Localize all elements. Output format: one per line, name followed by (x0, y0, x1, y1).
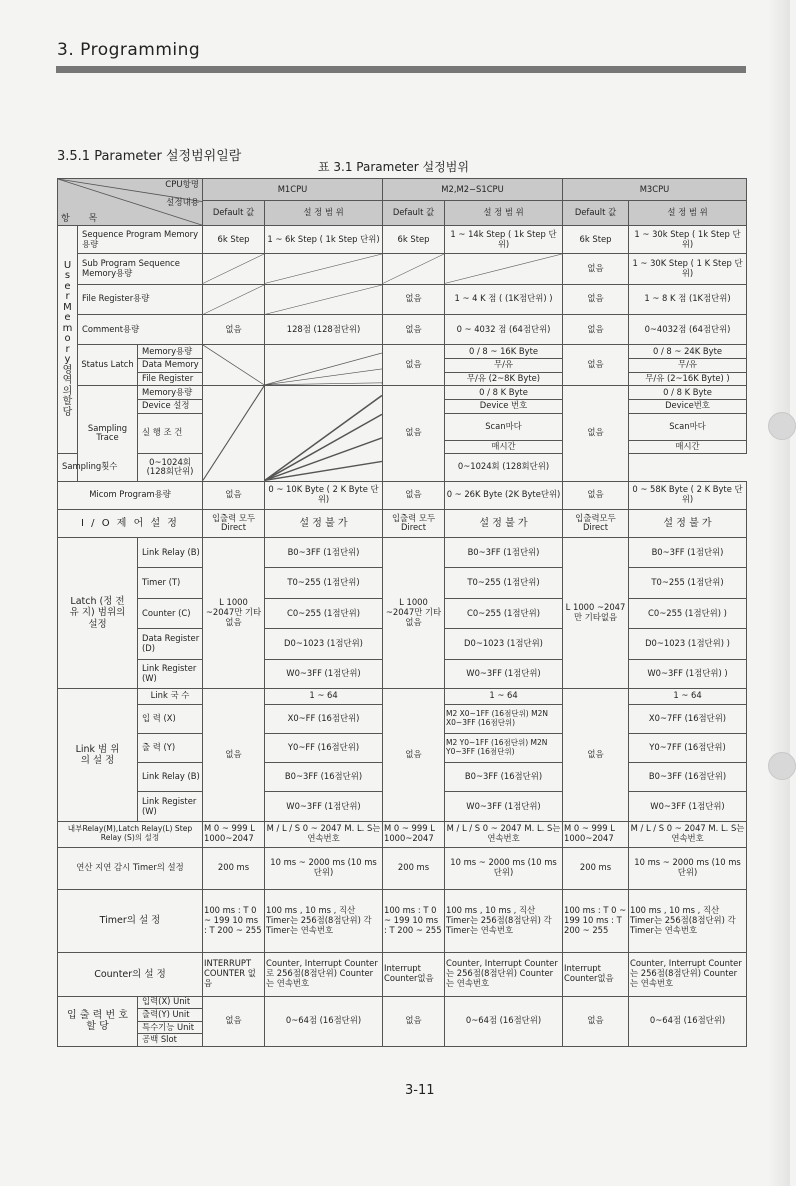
row-label: 특수기능 Unit (138, 1021, 203, 1034)
na-cell (203, 345, 265, 386)
cell: B0~3FF (1점단위) (445, 538, 563, 568)
na-cell (203, 284, 265, 314)
cell: 128점 (128점단위) (265, 315, 383, 345)
page-number: 3-11 (405, 1083, 435, 1098)
cell: 없음 (563, 254, 629, 284)
cell: 1 ~ 6k Step ( 1k Step 단위) (265, 226, 383, 254)
cell: 없음 (563, 996, 629, 1046)
cell: M2 X0~1FF (16점단위) M2N X0~3FF (16점단위) (445, 704, 563, 733)
chapter-title: 3. Programming (57, 40, 201, 60)
cell: 0~64점 (16점단위) (265, 996, 383, 1046)
cell: C0~255 (1점단위) (265, 598, 383, 628)
corner-cpu-label: CPU항명 (165, 180, 199, 190)
cell: L 1000 ~2047만 기타없음 (383, 538, 445, 689)
cell: 설 정 불 가 (629, 509, 747, 537)
cell: Device 번호 (445, 399, 563, 413)
row-label: 출 력 (Y) (138, 733, 203, 762)
cell: 없음 (383, 386, 445, 481)
cell: Interrupt Counter없음 (563, 952, 629, 996)
cell: 100 ms : T 0 ~ 199 10 ms : T 200 ~ 255 (563, 889, 629, 952)
cell: 200 ms (383, 847, 445, 889)
row-group-label: 입 출 력 번 호 할 당 (58, 996, 138, 1046)
cell: Counter, Interrupt Counter는 256점(8점단위) Counter는 연속번호 (629, 952, 747, 996)
cell: 1 ~ 64 (445, 688, 563, 704)
cell: L 1000 ~2047만 기타없음 (563, 538, 629, 689)
corner-setting-label: 설정내용 (166, 198, 199, 208)
cell: 100 ms : T 0 ~ 199 10 ms : T 200 ~ 255 (203, 889, 265, 952)
cell: 무/유 (629, 359, 747, 373)
cell: 0 ~ 26K Byte (2K Byte단위) (445, 481, 563, 509)
cell: 1 ~ 30K Step ( 1 K Step 단위) (629, 254, 747, 284)
cell: B0~3FF (16점단위) (629, 763, 747, 792)
cell: 없음 (563, 345, 629, 386)
cell: 1 ~ 64 (265, 688, 383, 704)
cell: 0~64점 (16점단위) (629, 996, 747, 1046)
cell: W0~3FF (1점단위) ) (629, 659, 747, 688)
cell: C0~255 (1점단위) (445, 598, 563, 628)
cell: 0~64점 (16점단위) (445, 996, 563, 1046)
row-label: Memory용량 (138, 386, 203, 400)
row-group-label: Status Latch (78, 345, 138, 386)
cell: W0~3FF (1점단위) (265, 659, 383, 688)
row-label: 입력(X) Unit (138, 996, 203, 1009)
cell: 설 정 불 가 (445, 509, 563, 537)
cell: M 0 ~ 999 L 1000~2047 (563, 821, 629, 847)
cell: Device번호 (629, 399, 747, 413)
cell: 0 ~ 10K Byte ( 2 K Byte 단위) (265, 481, 383, 509)
cell: 100 ms , 10 ms , 직산 Timer는 256점(8점단위) 각 Timer는 연속번호 (265, 889, 383, 952)
cell: D0~1023 (1점단위) (265, 629, 383, 659)
row-group-label: Latch (정 전 유 지) 범위의 설정 (58, 538, 138, 689)
default-header: Default 값 (563, 200, 629, 225)
cell: 0 ~ 4032 점 (64점단위) (445, 315, 563, 345)
cell: 200 ms (203, 847, 265, 889)
cell: Counter, Interrupt Counter는 256점(8점단위) Counter는 연속번호 (445, 952, 563, 996)
cell: 없음 (383, 481, 445, 509)
na-cell (265, 345, 383, 386)
cell: 없음 (203, 996, 265, 1046)
na-cell (265, 284, 383, 314)
table-caption: 표 3.1 Parameter 설정범위 (318, 160, 469, 174)
cell: 설 정 불 가 (265, 509, 383, 537)
cell: T0~255 (1점단위) (265, 568, 383, 598)
cell: 1 ~ 8 K 점 (1K점단위) (629, 284, 747, 314)
cell: 없음 (383, 284, 445, 314)
cell: 무/유 (445, 359, 563, 373)
cell: 없음 (203, 481, 265, 509)
user-memory-label: User Memory 영역의 할당 (58, 226, 78, 454)
cell: 0~1024회 (128회단위) (445, 454, 563, 481)
cell: X0~7FF (16점단위) (629, 704, 747, 733)
default-header: Default 값 (383, 200, 445, 225)
cell: W0~3FF (1점단위) (445, 659, 563, 688)
row-label: 출력(Y) Unit (138, 1009, 203, 1022)
binder-hole (768, 412, 796, 440)
cell: 매시간 (629, 440, 747, 454)
cell: 입출력모두 Direct (563, 509, 629, 537)
cell: M 0 ~ 999 L 1000~2047 (203, 821, 265, 847)
cell: B0~3FF (1점단위) (265, 538, 383, 568)
cell: 10 ms ~ 2000 ms (10 ms 단위) (265, 847, 383, 889)
na-cell (265, 386, 383, 481)
cell: 없음 (203, 315, 265, 345)
cell: 0 / 8 K Byte (445, 386, 563, 400)
cell: 100 ms , 10 ms , 직산 Timer는 256점(8점단위) 각 Timer는 연속번호 (629, 889, 747, 952)
cell: T0~255 (1점단위) (629, 568, 747, 598)
row-label: Data Memory (138, 359, 203, 373)
cell: 없음 (383, 345, 445, 386)
cell: 1 ~ 30k Step ( 1k Step 단위) (629, 226, 747, 254)
cpu-header-m3: M3CPU (563, 179, 747, 201)
row-label: 공백 Slot (138, 1034, 203, 1047)
cpu-header-m1: M1CPU (203, 179, 383, 201)
cell: M2 Y0~1FF (16점단위) M2N Y0~3FF (16점단위) (445, 733, 563, 762)
row-label: File Register (138, 372, 203, 386)
na-cell (445, 254, 563, 284)
cell: 1 ~ 64 (629, 688, 747, 704)
cell: 100 ms : T 0 ~ 199 10 ms : T 200 ~ 255 (383, 889, 445, 952)
cell: 0 / 8 K Byte (629, 386, 747, 400)
cell: Y0~FF (16점단위) (265, 733, 383, 762)
cell: 0~1024회 (128회단위) (138, 454, 203, 481)
range-header: 설 정 범 위 (445, 200, 563, 225)
cell: W0~3FF (1점단위) (445, 792, 563, 821)
row-label: 연산 지연 감시 Timer의 설정 (58, 847, 203, 889)
cell: 무/유 (2~16K Byte) ) (629, 372, 747, 386)
row-label: Sequence Program Memory용량 (78, 226, 203, 254)
row-label: Data Register (D) (138, 629, 203, 659)
corner-item-label: 항 목 (61, 213, 106, 224)
cell: 입출력 모두 Direct (203, 509, 265, 537)
corner-cell (58, 179, 203, 226)
default-header: Default 값 (203, 200, 265, 225)
cell: 없음 (383, 315, 445, 345)
cell: 무/유 (2~8K Byte) (445, 372, 563, 386)
cell: 없음 (563, 284, 629, 314)
row-label: 실 행 조 건 (138, 413, 203, 454)
cell: 100 ms , 10 ms , 직산 Timer는 256점(8점단위) 각 Timer는 연속번호 (445, 889, 563, 952)
cell: 없음 (563, 386, 629, 481)
cell: 0~4032점 (64점단위) (629, 315, 747, 345)
na-cell (383, 254, 445, 284)
row-label: Link Relay (B) (138, 538, 203, 568)
cell: 1 ~ 4 K 점 ( (1K점단위) ) (445, 284, 563, 314)
range-header: 설 정 범 위 (265, 200, 383, 225)
cell: 6k Step (383, 226, 445, 254)
cell: 없음 (203, 688, 265, 821)
cell: 없음 (383, 996, 445, 1046)
cell: 200 ms (563, 847, 629, 889)
section-title: 3.5.1 Parameter 설정범위일람 (57, 149, 242, 164)
chapter-rule (56, 66, 746, 73)
cell: W0~3FF (1점단위) (265, 792, 383, 821)
row-label: Link Register (W) (138, 792, 203, 821)
cell: M 0 ~ 999 L 1000~2047 (383, 821, 445, 847)
cell: B0~3FF (1점단위) (629, 538, 747, 568)
row-label: Link Register (W) (138, 659, 203, 688)
na-cell (203, 254, 265, 284)
cell: 6k Step (203, 226, 265, 254)
cell: B0~3FF (16점단위) (445, 763, 563, 792)
cell: 없음 (383, 688, 445, 821)
cell: L 1000 ~2047만 기타없음 (203, 538, 265, 689)
cell: B0~3FF (16점단위) (265, 763, 383, 792)
cell: Interrupt Counter없음 (383, 952, 445, 996)
row-label: 내부Relay(M),Latch Relay(L) Step Relay (S)의 설정 (58, 821, 203, 847)
page-edge-shadow (768, 0, 790, 1186)
cell: W0~3FF (1점단위) (629, 792, 747, 821)
cell: Counter, Interrupt Counter로 256점(8점단위) Counter는 연속번호 (265, 952, 383, 996)
row-label: Link 국 수 (138, 688, 203, 704)
cell: M / L / S 0 ~ 2047 M. L. S는 연속번호 (265, 821, 383, 847)
cell: 없음 (563, 688, 629, 821)
row-label: Sampling횟수 (58, 454, 78, 481)
row-label: Timer의 설 정 (58, 889, 203, 952)
na-cell (203, 386, 265, 481)
cpu-header-m2: M2,M2−S1CPU (383, 179, 563, 201)
row-group-label: Sampling Trace (78, 386, 138, 481)
row-label: Micom Program용량 (58, 481, 203, 509)
cell: T0~255 (1점단위) (445, 568, 563, 598)
cell: Scan마다 (629, 413, 747, 440)
row-label: Timer (T) (138, 568, 203, 598)
cell: 0 / 8 ~ 16K Byte (445, 345, 563, 359)
row-label: Counter의 설 정 (58, 952, 203, 996)
cell: 1 ~ 14k Step ( 1k Step 단위) (445, 226, 563, 254)
row-label: File Register용량 (78, 284, 203, 314)
cell: INTERRUPT COUNTER 없음 (203, 952, 265, 996)
cell: 0 / 8 ~ 24K Byte (629, 345, 747, 359)
cell: D0~1023 (1점단위) ) (629, 629, 747, 659)
row-label: Sub Program Sequence Memory용량 (78, 254, 203, 284)
cell: Scan마다 (445, 413, 563, 440)
cell: M / L / S 0 ~ 2047 M. L. S는 연속번호 (629, 821, 747, 847)
cell: 매시간 (445, 440, 563, 454)
cell: X0~FF (16점단위) (265, 704, 383, 733)
row-label: Memory용량 (138, 345, 203, 359)
cell: 10 ms ~ 2000 ms (10 ms 단위) (445, 847, 563, 889)
na-cell (265, 254, 383, 284)
row-group-label: Link 범 위 의 설 정 (58, 688, 138, 821)
cell: 10 ms ~ 2000 ms (10 ms 단위) (629, 847, 747, 889)
cell: Y0~7FF (16점단위) (629, 733, 747, 762)
cell: 없음 (563, 315, 629, 345)
row-label: Device 설정 (138, 399, 203, 413)
cell: 입출력 모두 Direct (383, 509, 445, 537)
row-label: 입 력 (X) (138, 704, 203, 733)
row-label: Comment용량 (78, 315, 203, 345)
range-header: 설 정 범 위 (629, 200, 747, 225)
cell: 없음 (563, 481, 629, 509)
binder-hole (768, 752, 796, 780)
cell: 0 ~ 58K Byte ( 2 K Byte 단위) (629, 481, 747, 509)
row-label: Link Relay (B) (138, 763, 203, 792)
row-label: Counter (C) (138, 598, 203, 628)
parameter-table (57, 178, 747, 1047)
cell: M / L / S 0 ~ 2047 M. L. S는 연속번호 (445, 821, 563, 847)
cell: D0~1023 (1점단위) (445, 629, 563, 659)
cell: 6k Step (563, 226, 629, 254)
row-label: I / O 제 어 설 정 (58, 509, 203, 537)
cell: C0~255 (1점단위) ) (629, 598, 747, 628)
